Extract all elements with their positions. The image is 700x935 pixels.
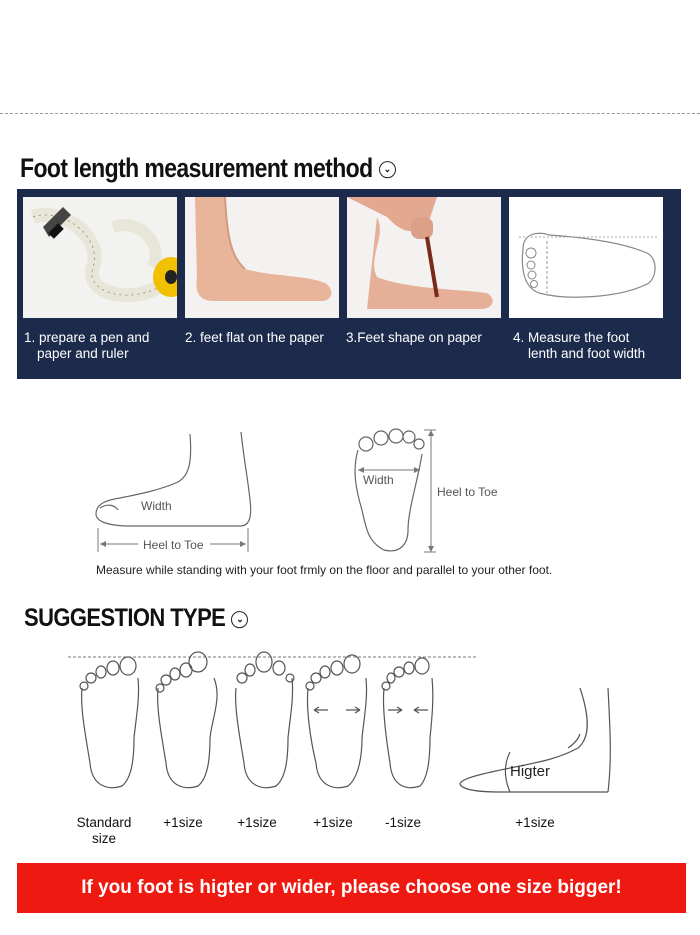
top-foot-outline (355, 429, 424, 551)
page-title-text: Foot length measurement method (20, 153, 373, 183)
size-advice-banner: If you foot is higter or wider, please choose one size bigger! (17, 863, 686, 913)
type-label-high-instep: +1size (515, 815, 555, 830)
step-1-caption: 1. prepare a pen and paper and ruler (24, 330, 150, 361)
type-label-wide: +1size (313, 815, 353, 830)
dashed-divider (0, 113, 700, 114)
width-label-top: Width (363, 473, 394, 487)
foot-outline-photo (509, 197, 663, 318)
width-label-side: Width (141, 499, 172, 513)
measure-instruction: Measure while standing with your foot frmly on the floor and parallel to your other foot. (96, 563, 553, 577)
type-label-narrow: -1size (384, 815, 421, 830)
chevron-circle-down-icon: ⌄ (379, 162, 396, 179)
foot-types-illustration (0, 648, 700, 808)
suggestion-title (24, 603, 248, 633)
suggestion-title-text: SUGGESTION TYPE (24, 603, 226, 632)
steps-panel (17, 189, 681, 379)
type-label-standard: Standard size (76, 815, 132, 846)
foot-flat-photo (185, 197, 339, 318)
higher-label: Higter (510, 763, 551, 780)
tape-measure-photo (23, 197, 177, 318)
type-label-bunion: +1size (163, 815, 203, 830)
step-3-caption: 3.Feet shape on paper (346, 330, 482, 345)
narrow-foot (382, 658, 433, 788)
heel-to-toe-label-side: Heel to Toe (143, 538, 204, 552)
type-label-long-toe: +1size (237, 815, 277, 830)
chevron-circle-down-icon: ⌄ (231, 611, 248, 628)
side-foot-outline (96, 432, 251, 526)
step-4-caption: 4. Measure the foot lenth and foot width (513, 330, 646, 361)
page-title (20, 153, 396, 184)
foot-tracing-photo (347, 197, 501, 318)
heel-to-toe-label-top: Heel to Toe (437, 485, 498, 499)
step-2-caption: 2. feet flat on the paper (185, 330, 324, 345)
bunion-foot (156, 652, 217, 788)
long-toe-foot (236, 652, 294, 788)
measurement-diagram (0, 420, 700, 560)
wide-foot (306, 655, 367, 788)
standard-foot (80, 657, 139, 788)
